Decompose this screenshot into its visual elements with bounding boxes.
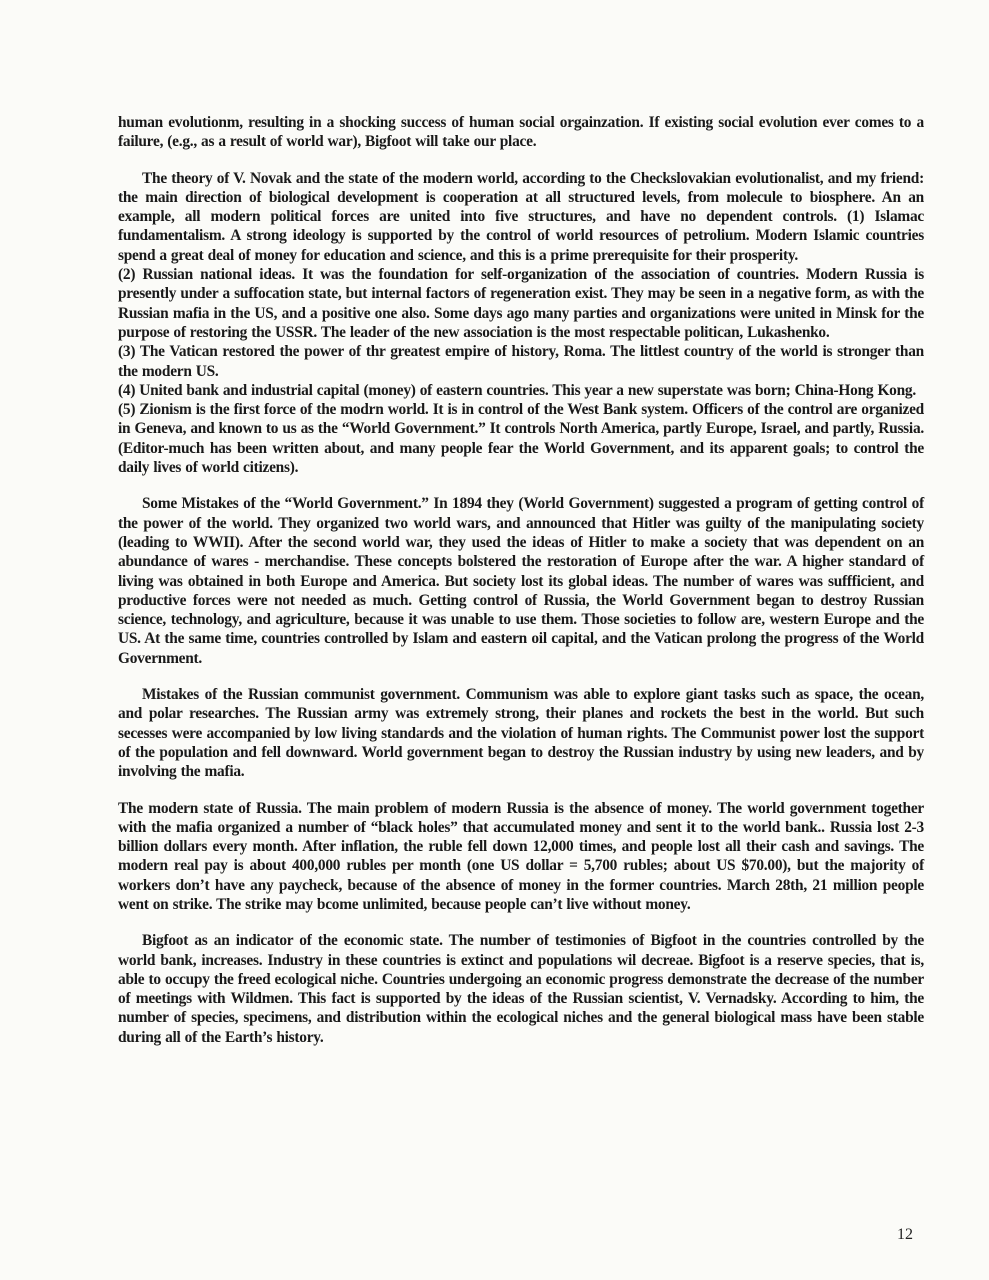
paragraph-human-evolution: human evolutionm, resulting in a shocking success of human social orgainzation. If existing social evolution ever comes to a failure, (e.g., as a result of world war), Bigfoot will take our place. [118, 114, 924, 151]
paragraph-bigfoot-indicator: Bigfoot as an indicator of the economic state. The number of testimonies of Bigfoot in the countries controlled by the world bank, increases. Industry in these countries is extinct and populations wil decreae. Bigfoot is a reserve species, that is, able to occupy the freed ecological niche. Countries undergoing an economic progress demonstrate the decrease of the number of meetings with Wildmen. This fact is supported by the ideas of the Russian scientist, V. Vernadsky. According to him, the number of species, specimens, and distribution within the ecological niches and the general biological mass have been stable during all of the Earth’s history. [118, 932, 924, 1046]
paragraph-item-3: (3) The Vatican restored the power of thr greatest empire of history, Roma. The littlest country of the world is stronger than the modern US. [118, 343, 924, 380]
paragraph-communist-mistakes: Mistakes of the Russian communist government. Communism was able to explore giant tasks such as space, the ocean, and polar researches. The Russian army was extremely strong, their planes and rockets the best in the world. But such secesses were accompanied by low living standards and the violation of human rights. The Communist power lost the support of the population and fell downward. World government began to destroy the Russian industry by using new leaders, and by involving the mafia. [118, 686, 924, 781]
paragraph-world-government-mistakes: Some Mistakes of the “World Government.” In 1894 they (World Government) suggested a program of getting control of the power of the world. They organized two world wars, and announced that Hitler was guilty of the manipulating society (leading to WWII). After the second world war, they used the ideas of Hitler to make a society that was dependent on an abundance of wares - merchandise. These concepts bolstered the restoration of Europe after the war. A higher standard of living was obtained in both Europe and America. But society lost its global ideas. The number of wares was suffficient, and productive forces were not needed as much. Getting control of Russia, the World Government began to destroy Russian science, technology, and agriculture, because it was unable to use them. Those societies to follow are, western Europe and the US. At the same time, countries controlled by Islam and eastern oil capital, and the Vatican prolong the progress of the World Government. [118, 495, 924, 667]
paragraph-modern-russia: The modern state of Russia. The main problem of modern Russia is the absence of money. The world government together with the mafia organized a number of “black holes” that accumulated money and sent it to the world bank.. Russia lost 2-3 billion dollars every month. After inflation, the ruble fell down 12,000 times, and people lost all their cash and savings. The modern real pay is about 400,000 rubles per month (one US dollar = 5,700 rubles; about US $70.00), but the majority of workers don’t have any paycheck, because of the absence of money in the former countries. March 28th, 21 million people went on strike. The strike may bcome unlimited, because people can’t live without money. [118, 799, 924, 913]
paragraph-item-4: (4) United bank and industrial capital (money) of eastern countries. This year a new superstate was born; China-Hong Kong. [118, 381, 916, 399]
paragraph-novak-theory: The theory of V. Novak and the state of the modern world, according to the Checkslovakian evolutionalist, and my friend: the main direction of biological development is cooperation at all structured levels, from molecule to biosphere. An an example, all modern political forces are united into five structures, and have no dependent controls. (1) Islamac fundamentalism. A strong ideology is supported by the control of world resources of petrolium. Modern Islamic countries spend a great deal of money for education and science, and this is a prime prerequisite for their prosperity. [118, 169, 924, 264]
page-number: 12 [897, 1226, 913, 1243]
document-body [118, 113, 924, 1047]
paragraph-item-2: (2) Russian national ideas. It was the foundation for self-organization of the association of countries. Modern Russia is presently under a suffocation state, but internal factors of regeneration exist. They may be seen in a negative form, as with the Russian mafia in the US, and a positive one also. Some days ago many parties and organizations were united in Minsk for the purpose of restoring the USSR. The leader of the new association is the most respectable politican, Lukashenko. [118, 266, 924, 341]
paragraph-item-5: (5) Zionism is the first force of the modrn world. It is in control of the West Bank system. Officers of the control are organized in Geneva, and known to us as the “World Government.” It controls North America, partly Europe, Israel, and partly, Russia. (Editor-much has been written about, and many people fear the World Government, and its apparent goals; to control the daily lives of world citizens). [118, 401, 924, 477]
